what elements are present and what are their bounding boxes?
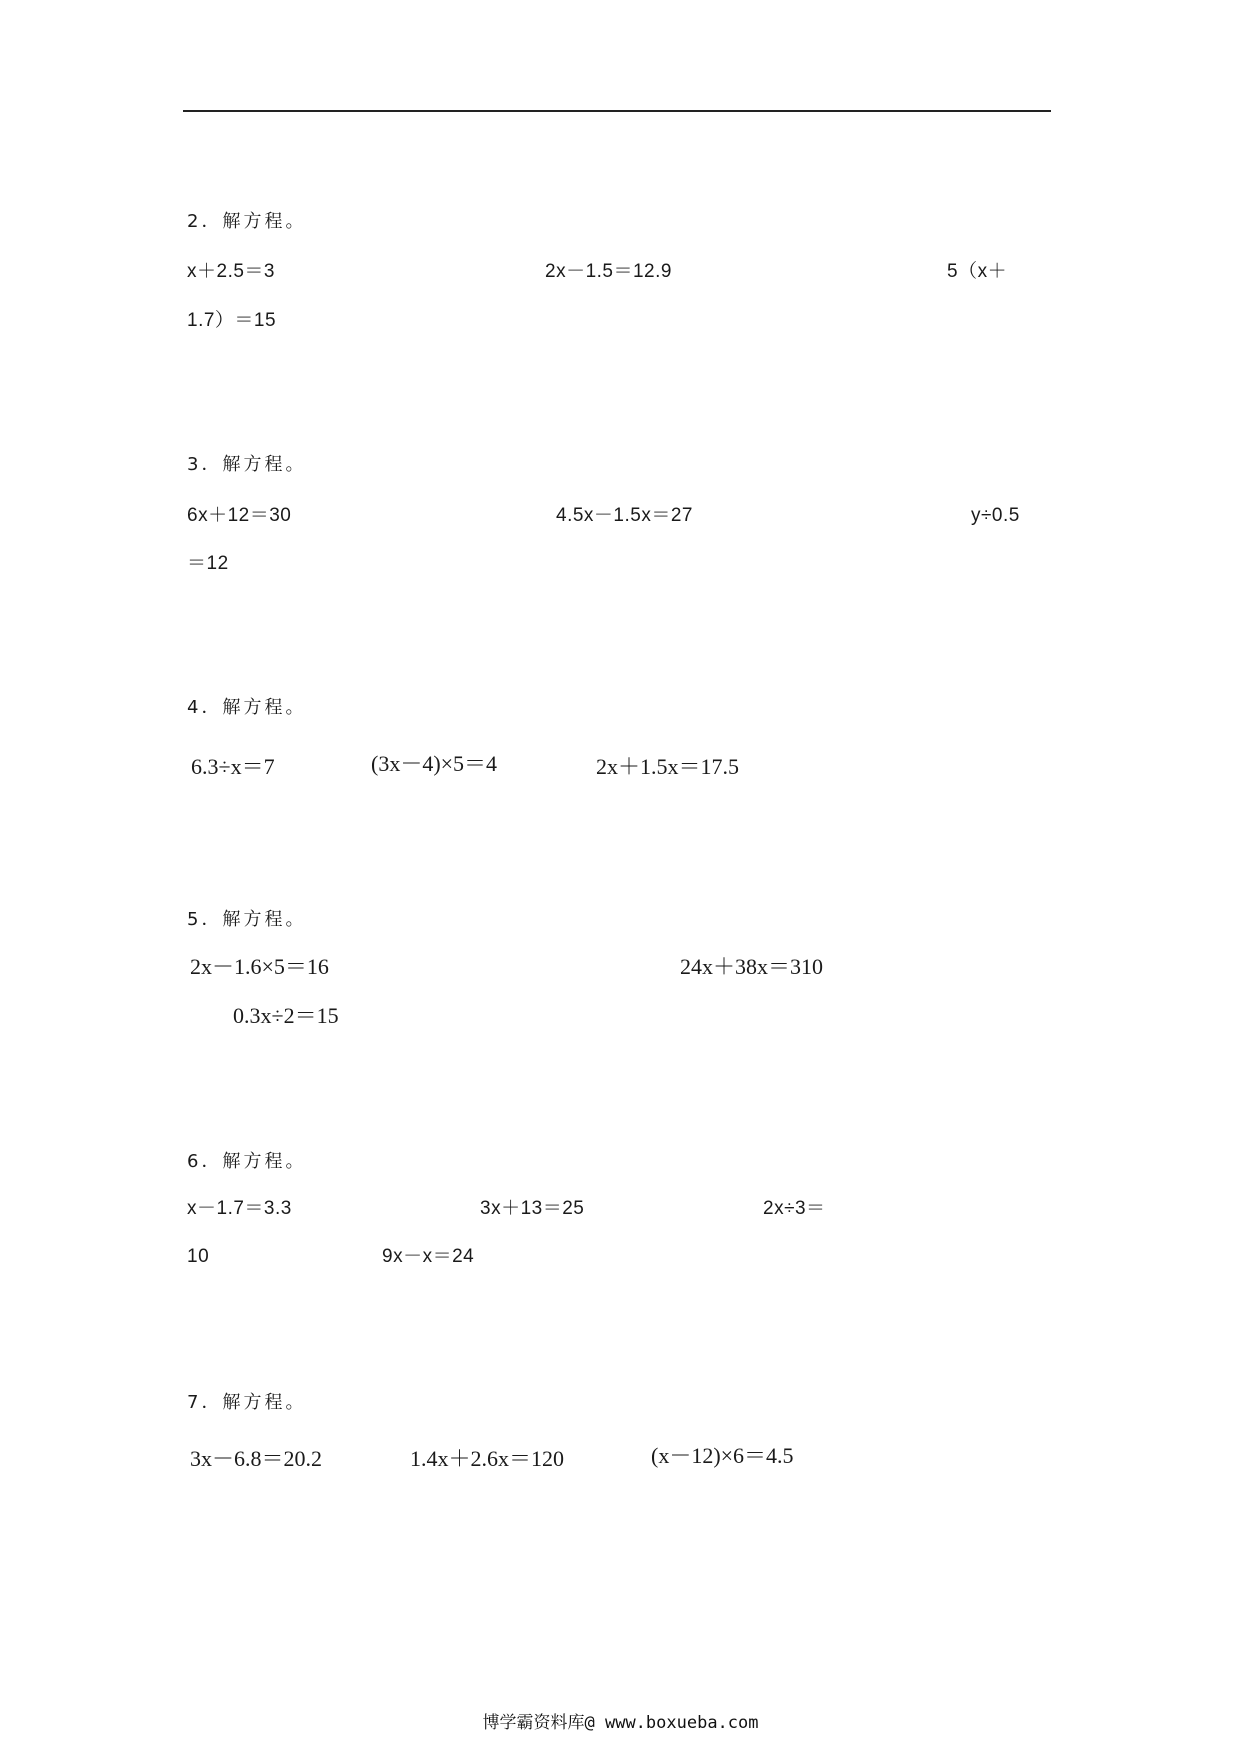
equation: 24x＋38x＝310 xyxy=(680,954,824,979)
section-2-heading: 2．解方程。 xyxy=(187,211,307,232)
equation: (x－12)×6＝4.5 xyxy=(651,1443,794,1468)
equation: 9x－x＝24 xyxy=(382,1246,475,1267)
equation: 3x＋13＝25 xyxy=(480,1198,585,1219)
equation: 5（x＋ xyxy=(947,261,1008,282)
equation: 10 xyxy=(187,1246,210,1267)
equation: 6.3÷x＝7 xyxy=(191,754,275,779)
equation: 2x－1.5＝12.9 xyxy=(545,261,672,282)
equation: x－1.7＝3.3 xyxy=(187,1198,292,1219)
equation: 3x－6.8＝20.2 xyxy=(190,1446,323,1471)
equation: 2x＋1.5x＝17.5 xyxy=(596,754,740,779)
section-5-heading: 5．解方程。 xyxy=(187,909,307,930)
equation: y÷0.5 xyxy=(971,505,1020,526)
section-6-heading: 6．解方程。 xyxy=(187,1151,307,1172)
equation: 4.5x－1.5x＝27 xyxy=(556,505,693,526)
equation: 1.7）＝15 xyxy=(187,310,277,331)
footer-watermark: 博学霸资料库@ www.boxueba.com xyxy=(482,1713,759,1733)
equation: 2x÷3＝ xyxy=(763,1198,826,1219)
equation: (3x－4)×5＝4 xyxy=(371,751,498,776)
section-3-heading: 3．解方程。 xyxy=(187,454,307,475)
equation: 0.3x÷2＝15 xyxy=(233,1003,339,1028)
equation: ＝12 xyxy=(187,553,229,574)
section-4-heading: 4．解方程。 xyxy=(187,697,307,718)
equation: 1.4x＋2.6x＝120 xyxy=(410,1446,565,1471)
section-7-heading: 7．解方程。 xyxy=(187,1392,307,1413)
equation: 6x＋12＝30 xyxy=(187,505,292,526)
equation: 2x－1.6×5＝16 xyxy=(190,954,329,979)
equation: x＋2.5＝3 xyxy=(187,261,275,282)
header-rule xyxy=(183,110,1051,112)
